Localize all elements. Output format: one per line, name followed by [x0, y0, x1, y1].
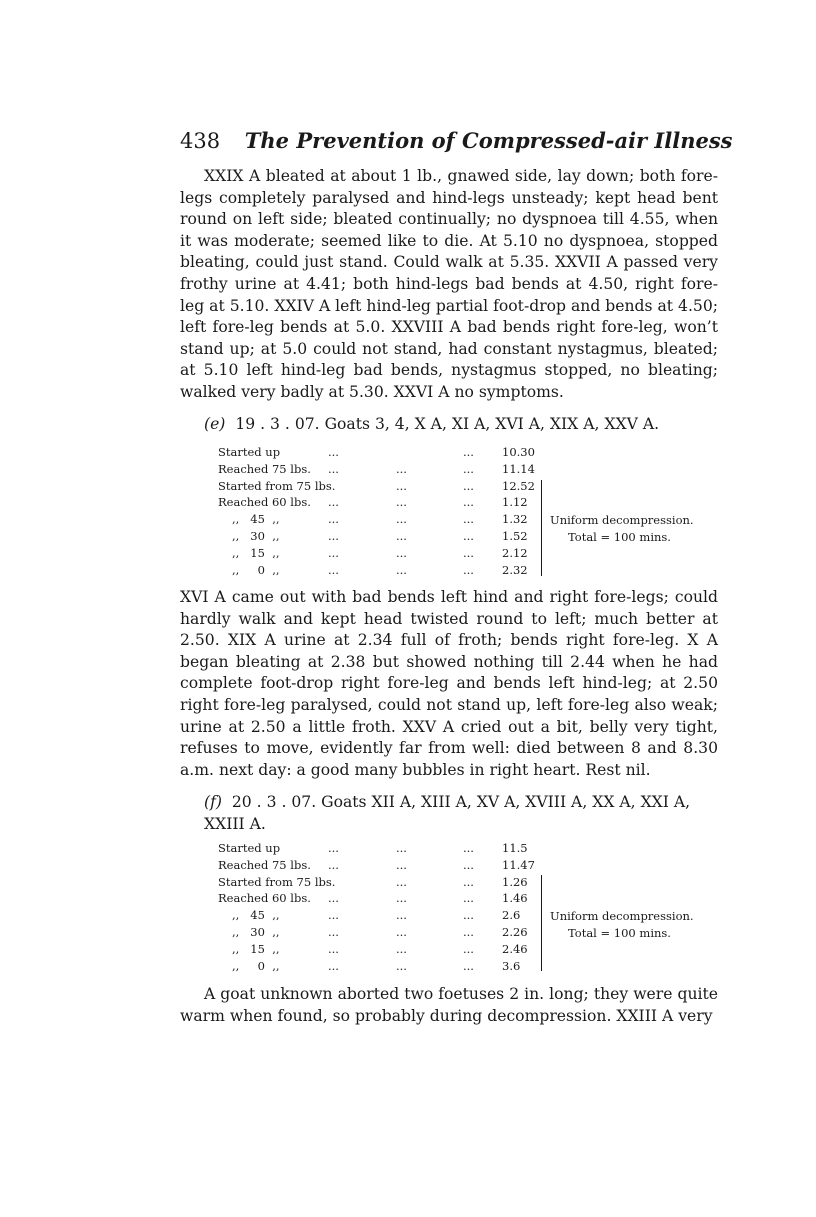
- row-label: Started from 75 lbs.: [218, 478, 336, 493]
- table-row: [218, 840, 738, 857]
- running-title: The Prevention of Compressed-air Illness: [244, 128, 733, 153]
- table-row: [218, 478, 738, 495]
- leader-dots: ...: [328, 924, 339, 939]
- leader-dots: ...: [328, 495, 339, 510]
- leader-dots: ...: [396, 908, 407, 923]
- row-time: 11.5: [502, 841, 528, 855]
- row-time: 1.12: [502, 495, 528, 510]
- row-time: 11.14: [502, 461, 535, 476]
- row-label: Reached 75 lbs.: [218, 461, 311, 476]
- leader-dots: ...: [396, 495, 407, 510]
- row-time: 10.30: [502, 445, 535, 459]
- table-row: [218, 941, 738, 958]
- table-row: [218, 545, 738, 562]
- leader-dots: ...: [396, 958, 407, 973]
- row-time: 2.46: [502, 941, 528, 956]
- leader-dots: ...: [328, 908, 339, 923]
- leader-dots: ...: [463, 908, 474, 923]
- leader-dots: ...: [463, 891, 474, 906]
- leader-dots: ...: [396, 562, 407, 577]
- paragraph-goat-unknown: [180, 984, 718, 1027]
- row-time: 2.12: [502, 545, 528, 560]
- leader-dots: ...: [463, 545, 474, 560]
- leader-dots: ...: [396, 461, 407, 476]
- row-label: ,, 15 ,,: [232, 941, 280, 956]
- row-label: Started up: [218, 841, 281, 855]
- leader-dots: ...: [396, 874, 407, 889]
- table-row: [218, 562, 738, 579]
- leader-dots: ...: [328, 512, 339, 527]
- leader-dots: ...: [396, 941, 407, 956]
- row-label: Started from 75 lbs.: [218, 874, 336, 889]
- leader-dots: ...: [463, 874, 474, 889]
- row-time: 1.32: [502, 512, 528, 527]
- note-e-line1: Uniform decompression.: [550, 513, 694, 527]
- leader-dots: ...: [463, 841, 474, 855]
- section-text: 20 . 3 . 07. Goats XII A, XIII A, XV A, XVIII A, XX A, XXI A, XXIII A.: [204, 793, 691, 833]
- leader-dots: ...: [328, 857, 339, 872]
- page-number: 438: [180, 129, 221, 153]
- leader-dots: ...: [328, 545, 339, 560]
- section-f-heading: [204, 792, 718, 835]
- table-row: [218, 890, 738, 907]
- row-label: ,, 45 ,,: [232, 908, 280, 923]
- table-row: [218, 444, 738, 461]
- leader-dots: ...: [463, 924, 474, 939]
- leader-dots: ...: [328, 461, 339, 476]
- row-time: 1.52: [502, 528, 528, 543]
- leader-dots: ...: [396, 857, 407, 872]
- leader-dots: ...: [463, 562, 474, 577]
- leader-dots: ...: [396, 841, 407, 855]
- leader-dots: ...: [463, 512, 474, 527]
- leader-dots: ...: [463, 495, 474, 510]
- table-row: [218, 461, 738, 478]
- row-label: ,, 30 ,,: [232, 924, 280, 939]
- row-time: 2.6: [502, 908, 521, 923]
- leader-dots: ...: [463, 857, 474, 872]
- row-time: 12.52: [502, 478, 535, 493]
- section-label: (f): [204, 793, 222, 811]
- leader-dots: ...: [396, 478, 407, 493]
- leader-dots: ...: [463, 941, 474, 956]
- row-label: ,, 0 ,,: [232, 562, 280, 577]
- leader-dots: ...: [328, 562, 339, 577]
- leader-dots: ...: [463, 461, 474, 476]
- table-row: [218, 874, 738, 891]
- row-label: Reached 60 lbs.: [218, 891, 311, 906]
- row-label: ,, 45 ,,: [232, 512, 280, 527]
- leader-dots: ...: [396, 924, 407, 939]
- leader-dots: ...: [328, 958, 339, 973]
- paragraph-xvi: [180, 587, 718, 781]
- leader-dots: ...: [328, 941, 339, 956]
- row-label: Reached 75 lbs.: [218, 857, 311, 872]
- leader-dots: ...: [328, 445, 339, 459]
- note-f-line2: Total = 100 mins.: [568, 926, 671, 940]
- row-label: ,, 15 ,,: [232, 545, 280, 560]
- row-time: 1.46: [502, 891, 528, 906]
- table-row: [218, 857, 738, 874]
- leader-dots: ...: [328, 891, 339, 906]
- leader-dots: ...: [463, 528, 474, 543]
- leader-dots: ...: [396, 512, 407, 527]
- paragraph-text: XVI A came out with bad bends left hind and right fore-legs; could hardly walk and kept head twisted round to left; much better at 2.50. XIX A urine at 2.34 full of froth; bends right fore-leg. X A began bleating at 2.38 but showed nothing till 2.44 when he had complete foot-drop right fore-leg and bends left hind-leg; at 2.50 right fore-leg paralysed, could not stand up, left fore-leg also weak; urine at 2.50 a little froth. XXV A cried out a bit, belly very tight, refuses to move, evidently far from well: died between 8 and 8.30 a.m. next day: a good many bubbles in right heart. Rest nil.: [180, 588, 718, 779]
- section-text: 19 . 3 . 07. Goats 3, 4, X A, XI A, XVI A, XIX A, XXV A.: [235, 415, 660, 433]
- paragraph-xxix: [180, 166, 718, 404]
- row-time: 1.26: [502, 874, 528, 889]
- leader-dots: ...: [396, 545, 407, 560]
- paragraph-text: XXIX A bleated at about 1 lb., gnawed side, lay down; both fore-legs completely paralysed and hind-legs unsteady; kept head bent round on left side; bleated continually; no dyspnoea till 4.55, when it was moderate; seemed like to die. At 5.10 no dyspnoea, stopped bleating, could just stand. Could walk at 5.35. XXVII A passed very frothy urine at 4.41; both hind-legs bad bends at 4.50, right fore-leg at 5.10. XXIV A left hind-leg partial foot-drop and bends at 4.50; left fore-leg bends at 5.0. XXVIII A bad bends right fore-leg, won’t stand up; at 5.0 could not stand, had constant nystagmus, bleated; at 5.10 left hind-leg bad bends, nystagmus stopped, no bleating; walked very badly at 5.30. XXVI A no symptoms.: [180, 167, 718, 401]
- row-time: 3.6: [502, 958, 521, 973]
- row-label: ,, 0 ,,: [232, 958, 280, 973]
- section-label: (e): [204, 415, 226, 433]
- page-header: [180, 128, 732, 153]
- note-e-line2: Total = 100 mins.: [568, 530, 671, 544]
- paragraph-text: A goat unknown aborted two foetuses 2 in. long; they were quite warm when found, so probably during decompression. XXIII A very: [180, 985, 718, 1025]
- section-e-heading: [204, 414, 718, 436]
- row-label: ,, 30 ,,: [232, 528, 280, 543]
- row-label: Reached 60 lbs.: [218, 495, 311, 510]
- row-label: Started up: [218, 445, 281, 459]
- table-row: [218, 958, 738, 975]
- brace-e: [535, 480, 542, 576]
- leader-dots: ...: [463, 478, 474, 493]
- leader-dots: ...: [328, 841, 339, 855]
- brace-f: [535, 875, 542, 971]
- row-time: 2.26: [502, 924, 528, 939]
- row-time: 2.32: [502, 562, 528, 577]
- leader-dots: ...: [396, 528, 407, 543]
- leader-dots: ...: [463, 958, 474, 973]
- row-time: 11.47: [502, 857, 535, 872]
- leader-dots: ...: [328, 528, 339, 543]
- leader-dots: ...: [396, 891, 407, 906]
- leader-dots: ...: [463, 445, 474, 459]
- table-row: [218, 494, 738, 511]
- note-f-line1: Uniform decompression.: [550, 909, 694, 923]
